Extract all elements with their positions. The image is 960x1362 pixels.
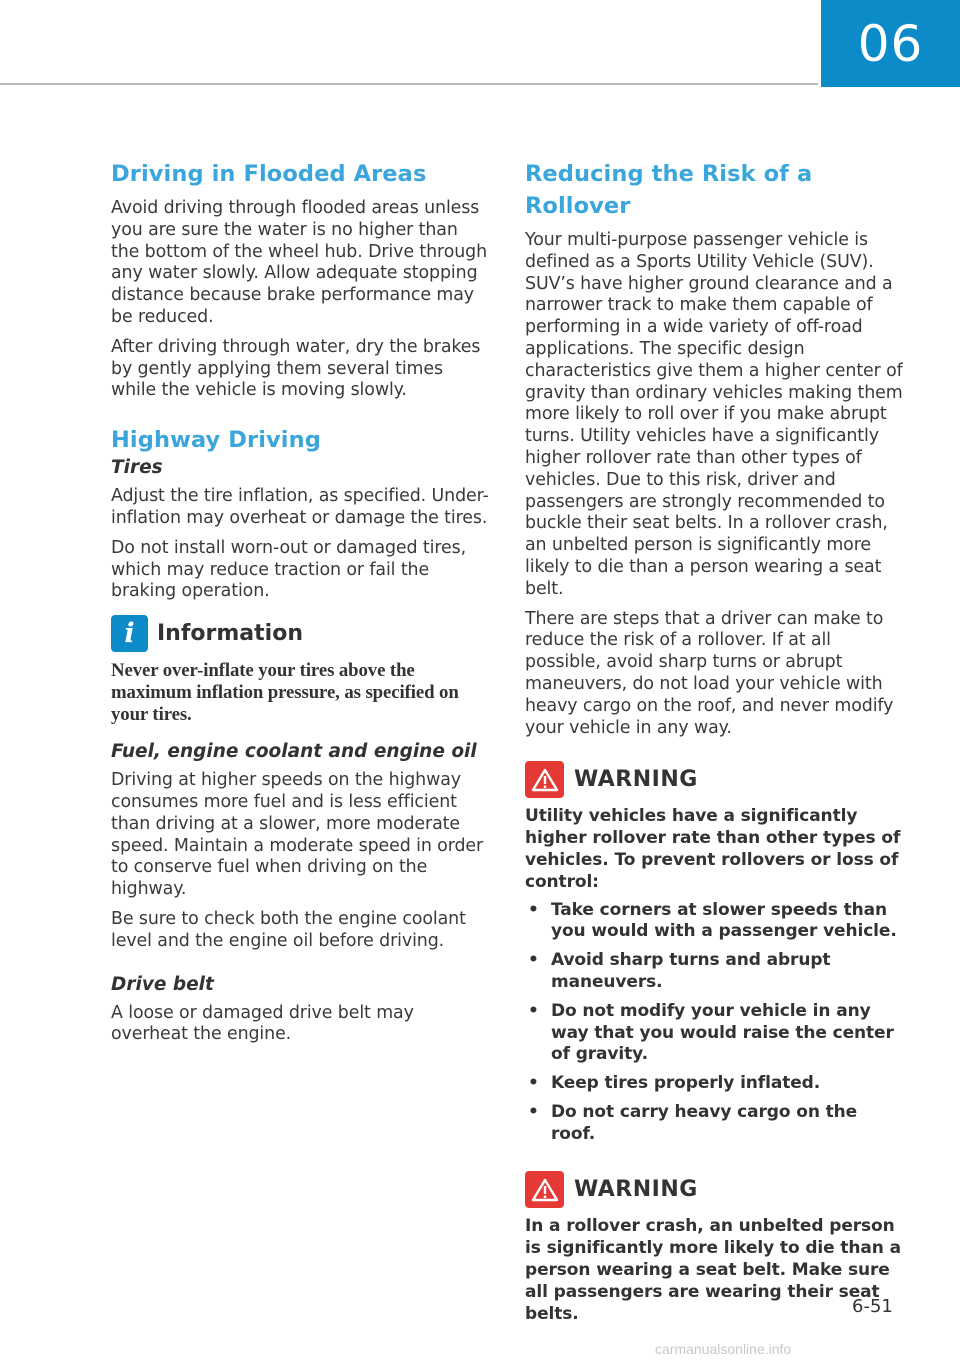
list-item: • Avoid sharp turns and abrupt maneuvers. bbox=[528, 950, 831, 992]
tires-paragraph-2: Do not install worn-out or damaged tires, which may reduce traction or fail the braking operation. bbox=[111, 537, 467, 602]
warning-1-list bbox=[525, 900, 905, 1146]
warning-box-1-header bbox=[525, 761, 905, 798]
section-title-rollover: Reducing the Risk of a Rollover bbox=[525, 161, 813, 219]
page-number: 6-51 bbox=[852, 1296, 893, 1317]
section-title-highway: Highway Driving bbox=[111, 427, 321, 454]
list-item: • Take corners at slower speeds than you would with a passenger vehicle. bbox=[528, 899, 897, 942]
bullet-glyph: • bbox=[528, 1101, 539, 1122]
warning-triangle-svg bbox=[531, 1178, 559, 1202]
bullet-glyph: • bbox=[528, 1000, 539, 1021]
warning-triangle-icon bbox=[525, 1171, 564, 1208]
bullet-glyph: • bbox=[528, 950, 539, 971]
list-item: • Do not carry heavy cargo on the roof. bbox=[528, 1101, 858, 1144]
left-column bbox=[111, 158, 491, 1054]
warning-box-2-header bbox=[525, 1171, 905, 1208]
warning-2-title: WARNING bbox=[574, 1177, 698, 1203]
section-title-flooded: Driving in Flooded Areas bbox=[111, 161, 427, 187]
rollover-paragraph-2: There are steps that a driver can make to reduce the risk of a rollover. If at all possible, avoid sharp turns or abrupt maneuvers, do not load your vehicle with heavy cargo on the roof, and never modify your vehicle in any way. bbox=[525, 608, 894, 738]
warning-triangle-svg bbox=[531, 768, 559, 792]
fuel-paragraph-2: Be sure to check both the engine coolant level and the engine oil before driving. bbox=[111, 908, 466, 951]
flooded-paragraph-2: After driving through water, dry the brakes by gently applying them several times while the vehicle is moving slowly. bbox=[111, 336, 481, 401]
list-item: • Keep tires properly inflated. bbox=[528, 1073, 821, 1094]
bullet-glyph: • bbox=[528, 899, 539, 920]
subtitle-tires: Tires bbox=[111, 457, 163, 479]
bullet-glyph: • bbox=[528, 1073, 539, 1094]
warning-2-text: In a rollover crash, an unbelted person is significantly more likely to die than a person wearing a seat belt. Make sure all passengers are wearing their seat belts. bbox=[525, 1216, 901, 1324]
flooded-paragraph-1: Avoid driving through flooded areas unless you are sure the water is no higher than the bottom of the wheel hub. Drive through any water slowly. Allow adequate stopping distance because brake performance may be reduced. bbox=[111, 198, 488, 327]
info-icon: i bbox=[111, 615, 148, 652]
information-title: Information bbox=[157, 621, 303, 647]
subtitle-drive-belt: Drive belt bbox=[111, 973, 214, 995]
warning-1-text: Utility vehicles have a significantly higher rollover rate than other types of vehicles. To prevent rollovers or loss of control: bbox=[525, 806, 901, 892]
chapter-tab bbox=[821, 0, 960, 87]
information-box-header bbox=[111, 615, 491, 652]
rollover-paragraph-1: Your multi-purpose passenger vehicle is defined as a Sports Utility Vehicle (SUV). SUV’s have higher ground clearance and a narrower track to make them capable of performing in a wide variety of off-road applications. The specific design characteristics give them a higher center of gravity than ordinary vehicles making them more likely to roll over if you make abrupt turns. Utility vehicles have a significantly higher rollover rate than other types of vehicles. Due to this risk, driver and passengers are strongly recommended to buckle their seat belts. In a rollover crash, an unbelted person is significantly more likely to die than a person wearing a seat belt. bbox=[525, 230, 903, 599]
tires-paragraph-1: Adjust the tire inflation, as specified. Under-inflation may overheat or damage the tires. bbox=[111, 486, 489, 528]
right-column bbox=[525, 158, 905, 1331]
watermark: carmanualsonline.info bbox=[655, 1341, 792, 1357]
header-rule bbox=[0, 83, 818, 85]
drive-belt-paragraph: A loose or damaged drive belt may overheat the engine. bbox=[111, 1002, 414, 1045]
list-item: • Do not modify your vehicle in any way that you would raise the center of gravity. bbox=[528, 1000, 894, 1065]
warning-1-title: WARNING bbox=[574, 767, 698, 793]
chapter-number: 06 bbox=[857, 14, 924, 73]
information-text: Never over-inflate your tires above the maximum inflation pressure, as specified on your tires. bbox=[111, 660, 459, 726]
warning-triangle-icon bbox=[525, 761, 564, 798]
subtitle-fuel: Fuel, engine coolant and engine oil bbox=[111, 741, 477, 763]
fuel-paragraph-1: Driving at higher speeds on the highway consumes more fuel and is less efficient than driving at a slower, more moderate speed. Maintain a moderate speed in order to conserve fuel when driving on the highway. bbox=[111, 770, 484, 900]
